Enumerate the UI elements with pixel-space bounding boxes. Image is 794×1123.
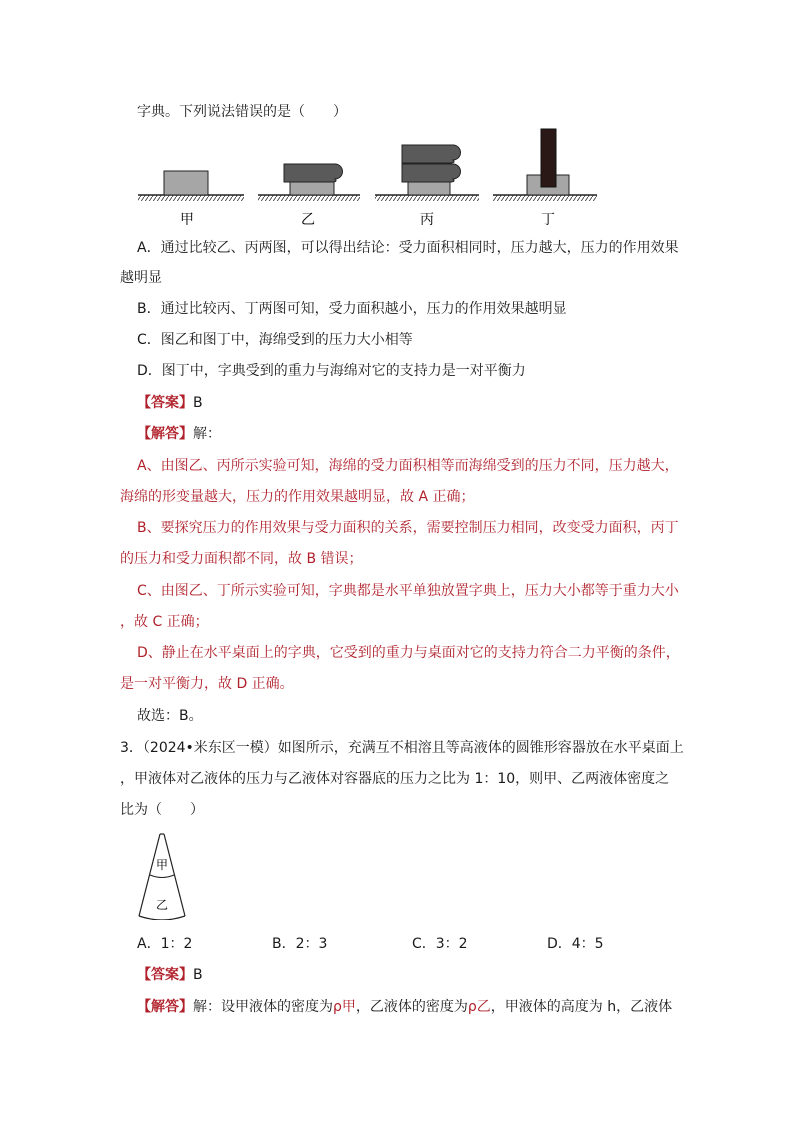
answer-value: B — [193, 395, 203, 411]
analysis-c-line2: ，故 C 正确； — [120, 614, 209, 630]
rho-jia: ρ甲 — [333, 999, 356, 1015]
analysis-tag: 【解答】 — [137, 426, 193, 442]
answer-tag: 【答案】 — [137, 395, 193, 411]
dictionary-bing-lower — [402, 164, 461, 182]
label-bing: 丙 — [420, 212, 434, 225]
label-jia: 甲 — [180, 212, 194, 225]
q3-analysis-pre: 解：设甲液体的密度为 — [193, 999, 333, 1015]
option-c: C．图乙和图丁中，海绵受到的压力大小相等 — [137, 332, 413, 348]
q3-answer-value: B — [193, 967, 203, 983]
q3-analysis-tag: 【解答】 — [137, 999, 193, 1015]
ground-hatch-jia — [138, 195, 244, 201]
cone-base-arc — [139, 916, 185, 920]
sponge-bing — [408, 182, 450, 195]
figure-bing — [375, 145, 479, 225]
figure-jia — [138, 171, 244, 225]
q3-option-a: A．1：2 — [137, 936, 193, 952]
analysis-b-line2: 的压力和受力面积都不同，故 B 错误； — [120, 551, 363, 567]
pressure-experiment-figure — [0, 125, 794, 225]
analysis-a-line2: 海绵的形变量越大，压力的作用效果越明显，故 A 正确； — [120, 489, 475, 505]
analysis-d-line2: 是一对平衡力，故 D 正确。 — [120, 676, 294, 692]
label-ding: 丁 — [541, 212, 555, 225]
q3-answer-line — [137, 965, 203, 985]
cone-container-figure — [130, 830, 210, 920]
analysis-lead: 解： — [193, 426, 221, 442]
question3-line3: 比为（ ） — [120, 802, 204, 818]
q3-analysis-mid: ，乙液体的密度为 — [355, 999, 468, 1015]
ground-hatch-yi — [258, 195, 360, 201]
liquid-interface-arc — [150, 875, 174, 878]
q3-option-b: B．2：3 — [272, 936, 328, 952]
figure-yi — [258, 164, 360, 225]
option-a-line1: A．通过比较乙、丙两图，可以得出结论：受力面积相同时，压力越大，压力的作用效果 — [137, 240, 679, 256]
analysis-b-line1: B、要探究压力的作用效果与受力面积的关系，需要控制压力相同，改变受力面积，丙丁 — [137, 520, 679, 536]
figure-ding — [493, 129, 597, 225]
dictionary-yi — [284, 164, 343, 182]
cone-label-top: 甲 — [155, 858, 169, 872]
option-d: D．图丁中，字典受到的重力与海绵对它的支持力是一对平衡力 — [137, 363, 526, 379]
sponge-yi — [290, 182, 334, 195]
question3-line1: 3．（2024•米东区一模）如图所示，充满互不相溶且等高液体的圆锥形容器放在水平桌面上 — [120, 740, 684, 756]
ground-hatch-bing — [375, 195, 479, 201]
analysis-a-line1: A、由图乙、丙所示实验可知，海绵的受力面积相等而海绵受到的压力不同，压力越大， — [137, 458, 679, 474]
option-b: B．通过比较丙、丁两图可知，受力面积越小，压力的作用效果越明显 — [137, 301, 567, 317]
option-a-line2: 越明显 — [120, 270, 162, 286]
label-yi: 乙 — [301, 212, 315, 225]
dictionary-ding-upright — [541, 129, 556, 187]
analysis-c-line1: C、由图乙、丁所示实验可知，字典都是水平单独放置字典上，压力大小都等于重力大小 — [137, 583, 679, 599]
q3-analysis-post: ，甲液体的高度为 h，乙液体 — [490, 999, 673, 1015]
q3-answer-tag: 【答案】 — [137, 967, 193, 983]
answer-line — [137, 393, 203, 413]
analysis-d-line1: D、静止在水平桌面上的字典，它受到的重力与桌面对它的支持力符合二力平衡的条件， — [137, 645, 680, 661]
analysis-heading — [137, 424, 221, 444]
dictionary-bing-upper — [402, 145, 461, 163]
cone-label-bottom: 乙 — [155, 898, 169, 912]
q3-analysis-line — [137, 997, 672, 1017]
sponge-jia — [164, 171, 208, 195]
ground-hatch-ding — [493, 195, 597, 201]
question-stem: 字典。下列说法错误的是（ ） — [137, 104, 347, 120]
q3-option-d: D．4：5 — [547, 936, 604, 952]
question3-line2: ，甲液体对乙液体的压力与乙液体对容器底的压力之比为 1：10，则甲、乙两液体密度之 — [120, 771, 670, 787]
q3-option-c: C．3：2 — [412, 936, 468, 952]
rho-yi: ρ乙 — [467, 999, 491, 1015]
conclusion: 故选：B。 — [137, 708, 203, 724]
